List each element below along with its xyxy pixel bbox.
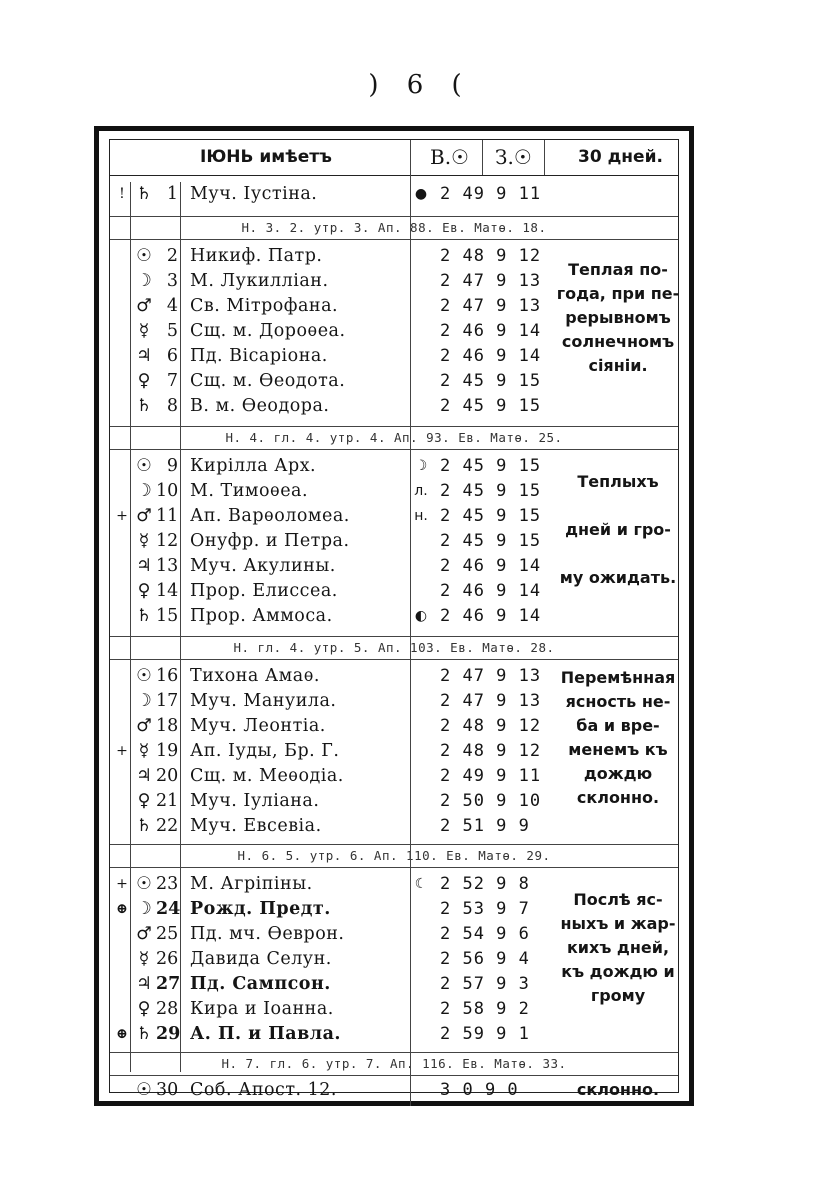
- week-separator: Н. 7. гл. 6. утр. 7. Ап. 116. Ев. Матѳ. 33.: [110, 1052, 678, 1076]
- sun-times: 2 51 9 9: [440, 816, 530, 836]
- sun-times: 2 47 9 13: [440, 296, 542, 316]
- day-number: 21: [156, 791, 179, 811]
- note-line: дней и гро-: [565, 520, 671, 539]
- moon-icon: ☽: [136, 899, 152, 919]
- day-number: 7: [166, 371, 178, 391]
- note-line: года, при пе-: [556, 284, 680, 303]
- new-moon-icon: ●: [414, 186, 428, 202]
- saint-name: М. Агріпіны.: [190, 874, 313, 894]
- mercury-icon: ☿: [138, 531, 150, 551]
- saint-name: Муч. Мануила.: [190, 691, 337, 711]
- day-number: 3: [166, 271, 178, 291]
- mars-icon: ♂: [136, 716, 152, 736]
- week-separator: Н. 3. 2. утр. 3. Ап. 88. Ев. Матѳ. 18.: [110, 216, 678, 240]
- weather-note: [548, 470, 688, 590]
- day-number: 14: [156, 581, 179, 601]
- great-feast-icon: ⊕: [116, 1026, 128, 1042]
- column-rule: [130, 182, 131, 1072]
- note-line: ясность не-: [565, 692, 671, 711]
- day-number: 13: [156, 556, 179, 576]
- day-number: 15: [156, 606, 179, 626]
- table-row: [110, 814, 678, 838]
- venus-icon: ♀: [137, 581, 151, 601]
- cross-icon: +: [116, 508, 128, 524]
- saturn-icon: ♄: [136, 396, 152, 416]
- saint-name: В. м. Ѳеодора.: [190, 396, 330, 416]
- sun-times: 2 47 9 13: [440, 271, 542, 291]
- day-number: 20: [156, 766, 179, 786]
- jupiter-icon: ♃: [136, 556, 152, 576]
- saint-name: Муч. Акулины.: [190, 556, 336, 576]
- saint-name: Рожд. Предт.: [190, 899, 331, 919]
- saint-name: Кирілла Арх.: [190, 456, 317, 476]
- saint-name: Никиф. Патр.: [190, 246, 323, 266]
- day-number: 23: [156, 874, 179, 894]
- saint-name: Ап. Іуды, Бр. Г.: [190, 741, 340, 761]
- sun-icon: ☉: [136, 874, 152, 894]
- table-row: [110, 182, 678, 206]
- sun-times: 2 46 9 14: [440, 581, 542, 601]
- calendar-table: [109, 139, 680, 1100]
- sun-icon: ☉: [136, 456, 152, 476]
- note-line: грому: [590, 986, 646, 1005]
- saint-name: Пд. мч. Ѳеврон.: [190, 924, 345, 944]
- day-number: 17: [156, 691, 179, 711]
- sun-times: 2 47 9 13: [440, 691, 542, 711]
- weather-note: [548, 888, 688, 1008]
- saint-name: Прор. Елиссеа.: [190, 581, 338, 601]
- day-number: 1: [166, 184, 178, 204]
- sun-times: 2 48 9 12: [440, 716, 542, 736]
- day-number: 2: [166, 246, 178, 266]
- mars-icon: ♂: [136, 506, 152, 526]
- sun-icon: ☉: [136, 246, 152, 266]
- sun-times: 2 46 9 14: [440, 346, 542, 366]
- saint-name: Сщ. м. Меѳодіа.: [190, 766, 344, 786]
- sun-times: 2 53 9 7: [440, 899, 530, 919]
- day-number: 4: [166, 296, 178, 316]
- saint-name: Сщ. м. Дороѳеа.: [190, 321, 346, 341]
- sun-times: 2 50 9 10: [440, 791, 542, 811]
- saint-name: Тихона Амаѳ.: [190, 666, 320, 686]
- saint-name: Ап. Варѳоломеа.: [190, 506, 350, 526]
- venus-icon: ♀: [137, 371, 151, 391]
- day-number: 11: [156, 506, 179, 526]
- days-count: 30 дней.: [578, 147, 663, 167]
- saint-name: Сщ. м. Ѳеодота.: [190, 371, 346, 391]
- day-number: 18: [156, 716, 179, 736]
- jupiter-icon: ♃: [136, 346, 152, 366]
- saturn-icon: ♄: [136, 1024, 152, 1044]
- day-number: 10: [156, 481, 179, 501]
- calendar-frame: [94, 126, 694, 1106]
- day-number: 6: [166, 346, 178, 366]
- table-row: [110, 1022, 678, 1046]
- month-title: ІЮНЬ имѣетъ: [200, 147, 332, 167]
- sun-times: 2 45 9 15: [440, 371, 542, 391]
- sun-times: 2 46 9 14: [440, 556, 542, 576]
- saint-name: Муч. Евсевіа.: [190, 816, 322, 836]
- saint-name: А. П. и Павла.: [190, 1024, 342, 1044]
- sun-icon: ☉: [136, 666, 152, 686]
- saturn-icon: ♄: [136, 606, 152, 626]
- note-line: Перемѣнная: [560, 668, 676, 687]
- first-quarter-icon: ☽: [414, 458, 428, 474]
- note-line: къ дождю и: [561, 962, 675, 981]
- sun-times: 2 48 9 12: [440, 246, 542, 266]
- sun-times: 2 45 9 15: [440, 506, 542, 526]
- day-number: 12: [156, 531, 179, 551]
- day-number: 8: [166, 396, 178, 416]
- week-separator: Н. гл. 4. утр. 5. Ап. 103. Ев. Матѳ. 28.: [110, 636, 678, 660]
- moon-icon: ☽: [136, 271, 152, 291]
- note-line: склонно.: [576, 788, 660, 807]
- saint-name: Пд. Вісаріона.: [190, 346, 328, 366]
- day-number: 28: [156, 999, 179, 1019]
- moon-phase: н.: [414, 508, 428, 524]
- sunrise-header: В.☉: [430, 145, 469, 169]
- full-moon-icon: ◐: [414, 608, 428, 624]
- sun-times: 2 56 9 4: [440, 949, 530, 969]
- table-row: [110, 394, 678, 418]
- weather-note: [548, 666, 688, 810]
- note-line: ба и вре-: [576, 716, 660, 735]
- feast-mark: !: [119, 186, 125, 202]
- saint-name: Соб. Апост. 12.: [190, 1080, 337, 1100]
- page-number: ) 6 (: [368, 70, 472, 100]
- sun-times: 2 59 9 1: [440, 1024, 530, 1044]
- note-line: [548, 542, 688, 566]
- day-number: 16: [156, 666, 179, 686]
- venus-icon: ♀: [137, 999, 151, 1019]
- last-quarter-icon: ☾: [414, 876, 428, 892]
- sun-times: 2 58 9 2: [440, 999, 530, 1019]
- sun-times: 2 47 9 13: [440, 666, 542, 686]
- note-line: [548, 494, 688, 518]
- cross-icon: +: [116, 876, 128, 892]
- venus-icon: ♀: [137, 791, 151, 811]
- column-rule: [482, 140, 483, 175]
- sun-times: 2 49 9 11: [440, 184, 542, 204]
- note-line: дождю: [583, 764, 653, 783]
- saint-name: Муч. Іустіна.: [190, 184, 318, 204]
- day-number: 22: [156, 816, 179, 836]
- note-line: Теплыхъ: [577, 472, 659, 491]
- great-feast-icon: ⊕: [116, 901, 128, 917]
- mercury-icon: ☿: [138, 949, 150, 969]
- jupiter-icon: ♃: [136, 974, 152, 994]
- cross-icon: +: [116, 743, 128, 759]
- mercury-icon: ☿: [138, 741, 150, 761]
- saint-name: Пд. Сампсон.: [190, 974, 331, 994]
- saint-name: М. Тимоѳеа.: [190, 481, 309, 501]
- mars-icon: ♂: [136, 924, 152, 944]
- sun-times: 2 45 9 15: [440, 531, 542, 551]
- mercury-icon: ☿: [138, 321, 150, 341]
- table-row: [110, 604, 678, 628]
- sun-times: 2 57 9 3: [440, 974, 530, 994]
- week-separator: Н. 6. 5. утр. 6. Ап. 110. Ев. Матѳ. 29.: [110, 844, 678, 868]
- day-number: 29: [156, 1024, 181, 1044]
- note-line: Послѣ яс-: [573, 890, 663, 909]
- day-number: 24: [156, 899, 181, 919]
- sun-icon: ☉: [136, 1080, 152, 1100]
- moon-icon: ☽: [136, 481, 152, 501]
- sunset-header: З.☉: [495, 145, 532, 169]
- note-line: кихъ дней,: [566, 938, 670, 957]
- saint-name: Давида Селун.: [190, 949, 332, 969]
- column-rule: [410, 140, 411, 1106]
- saint-name: Онуфр. и Петра.: [190, 531, 350, 551]
- mars-icon: ♂: [136, 296, 152, 316]
- saint-name: Прор. Аммоса.: [190, 606, 333, 626]
- note-line: менемъ къ: [568, 740, 668, 759]
- saint-name: Кира и Іоанна.: [190, 999, 334, 1019]
- moon-phase: л.: [414, 483, 428, 499]
- jupiter-icon: ♃: [136, 766, 152, 786]
- sun-times: 3 0 9 0: [440, 1080, 519, 1100]
- note-line: солнечномъ: [561, 332, 675, 351]
- day-number: 9: [166, 456, 178, 476]
- saint-name: Муч. Іуліана.: [190, 791, 320, 811]
- table-row: [110, 1078, 678, 1102]
- moon-icon: ☽: [136, 691, 152, 711]
- table-header: [110, 140, 678, 176]
- day-number: 25: [156, 924, 179, 944]
- saint-name: Муч. Леонтіа.: [190, 716, 326, 736]
- column-rule: [180, 182, 181, 1072]
- weather-note: склонно.: [576, 1080, 660, 1099]
- saturn-icon: ♄: [136, 184, 152, 204]
- saint-name: Св. Мітрофана.: [190, 296, 339, 316]
- day-number: 30: [156, 1080, 179, 1100]
- sun-times: 2 52 9 8: [440, 874, 530, 894]
- day-number: 5: [166, 321, 178, 341]
- note-line: ныхъ и жар-: [560, 914, 676, 933]
- sun-times: 2 46 9 14: [440, 606, 542, 626]
- sun-times: 2 48 9 12: [440, 741, 542, 761]
- day-number: 26: [156, 949, 179, 969]
- note-line: Теплая по-: [568, 260, 668, 279]
- weather-note: [548, 258, 688, 378]
- week-separator: Н. 4. гл. 4. утр. 4. Ап. 93. Ев. Матѳ. 25.: [110, 426, 678, 450]
- sun-times: 2 45 9 15: [440, 481, 542, 501]
- sun-times: 2 49 9 11: [440, 766, 542, 786]
- day-number: 27: [156, 974, 181, 994]
- sun-times: 2 45 9 15: [440, 456, 542, 476]
- day-number: 19: [156, 741, 179, 761]
- sun-times: 2 46 9 14: [440, 321, 542, 341]
- saint-name: М. Лукилліан.: [190, 271, 329, 291]
- saturn-icon: ♄: [136, 816, 152, 836]
- sun-times: 2 54 9 6: [440, 924, 530, 944]
- note-line: му ожидать.: [559, 568, 677, 587]
- note-line: сіяніи.: [588, 356, 648, 375]
- note-line: рерывномъ: [565, 308, 671, 327]
- column-rule: [544, 140, 545, 175]
- sun-times: 2 45 9 15: [440, 396, 542, 416]
